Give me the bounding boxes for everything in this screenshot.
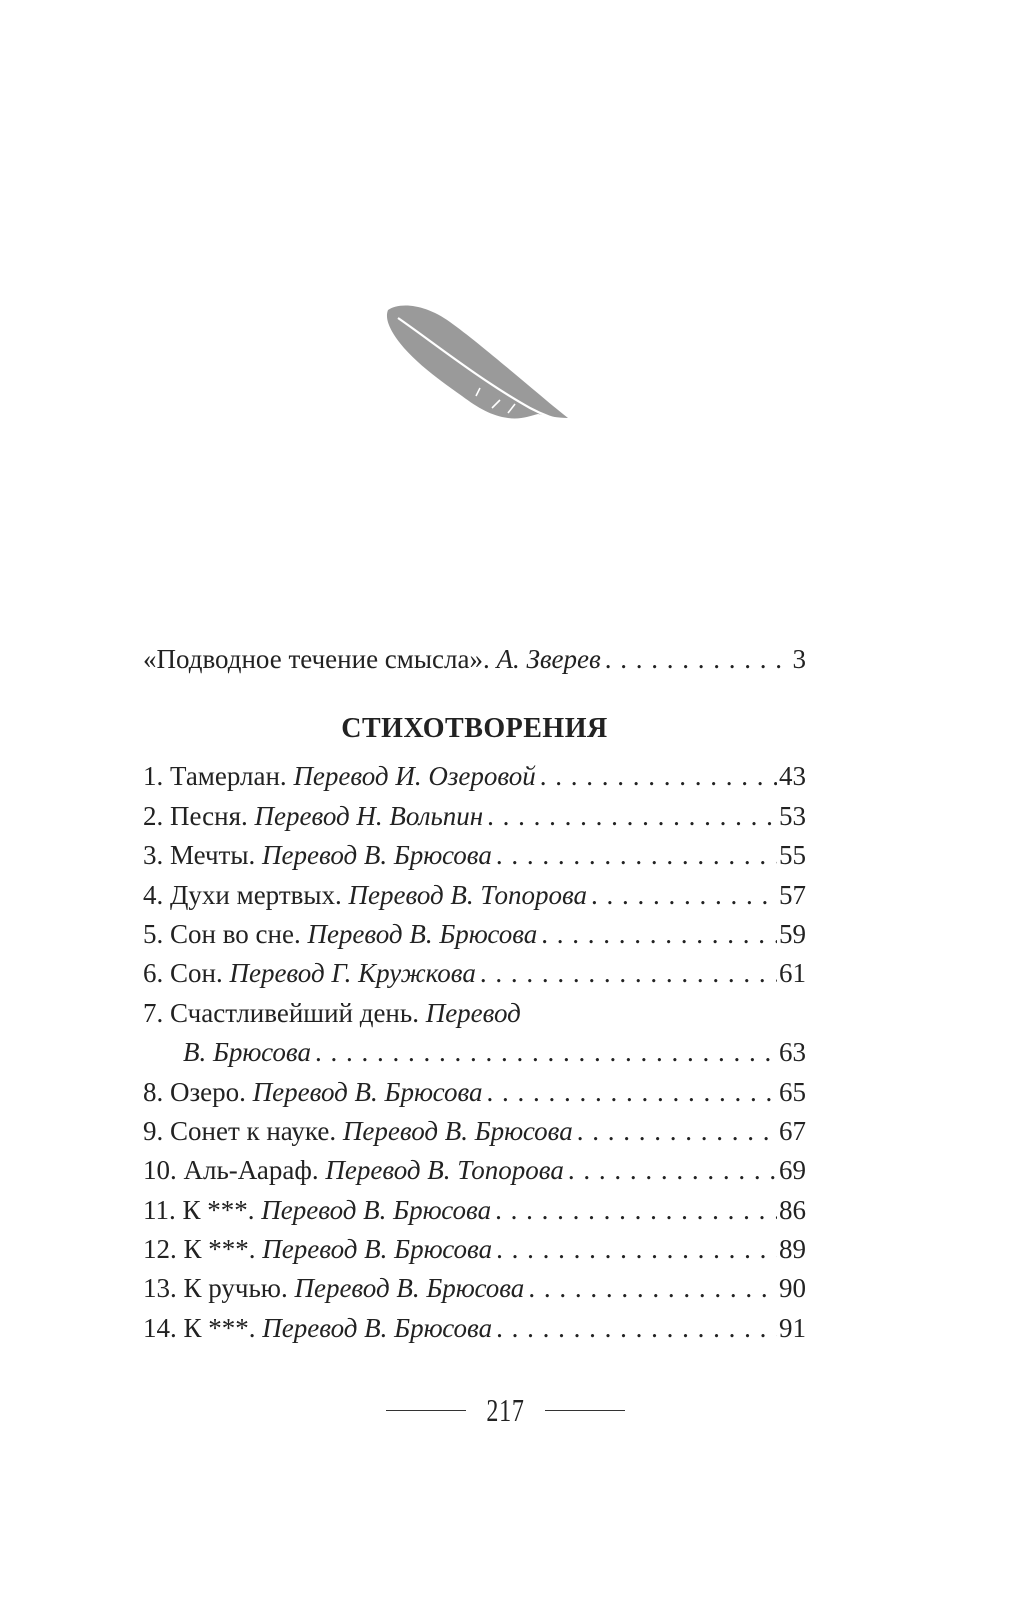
entry-number: 2. [143, 800, 164, 831]
dot-leader [536, 757, 777, 796]
entry-title: Сон во сне. [170, 918, 301, 949]
entry-title: Сонет к науке. [170, 1115, 337, 1146]
section-heading: СТИХОТВОРЕНИЯ [341, 713, 608, 745]
entry-translator: Перевод В. Брюсова [307, 918, 538, 949]
dot-leader [573, 1112, 777, 1151]
entry-title: К ***. [183, 1234, 256, 1265]
entry-page: 3 [792, 644, 806, 674]
toc-entry[interactable] [143, 757, 806, 796]
entry-page: 69 [779, 1155, 806, 1186]
entry-title: Мечты. [170, 840, 256, 871]
entry-translator: Перевод [425, 997, 521, 1028]
dot-leader [587, 876, 777, 915]
dot-leader [311, 1033, 777, 1072]
footer-rule-right [545, 1410, 625, 1411]
toc-entries [143, 757, 806, 1348]
toc-entry[interactable] [143, 1112, 806, 1151]
entry-translator: Перевод В. Брюсова [262, 1234, 493, 1265]
toc-entry[interactable] [143, 994, 806, 1033]
dot-leader [476, 954, 777, 993]
entry-page: 57 [779, 879, 806, 910]
entry-translator: Перевод В. Брюсова [261, 1194, 492, 1225]
entry-translator: Перевод В. Топорова [325, 1155, 564, 1186]
entry-number: 5. [143, 918, 164, 949]
entry-number: 3. [143, 840, 164, 871]
toc-entry-continuation[interactable] [143, 1033, 806, 1072]
entry-page: 55 [779, 840, 806, 871]
entry-page: 91 [779, 1312, 806, 1343]
dot-leader [491, 1191, 777, 1230]
toc-entry[interactable] [143, 915, 806, 954]
entry-number: 9. [143, 1115, 164, 1146]
entry-translator: Перевод В. Брюсова [342, 1115, 573, 1146]
toc-entry[interactable] [143, 954, 806, 993]
entry-translator: В. Брюсова [183, 1037, 311, 1068]
dot-leader [483, 1073, 778, 1112]
entry-translator: Перевод Г. Кружкова [229, 958, 476, 989]
entry-title: Озеро. [170, 1076, 246, 1107]
entry-page: 63 [779, 1037, 806, 1068]
toc-entry[interactable] [143, 876, 806, 915]
entry-number: 12. [143, 1234, 177, 1265]
dot-leader [492, 1230, 777, 1269]
entry-number: 4. [143, 879, 164, 910]
entry-page: 65 [779, 1076, 806, 1107]
toc-entry-intro[interactable] [143, 640, 806, 679]
entry-translator: Перевод В. Топорова [348, 879, 587, 910]
toc-entry[interactable] [143, 1151, 806, 1190]
entry-title: К ручью. [183, 1273, 288, 1304]
page-footer [0, 1392, 1010, 1429]
dot-leader [601, 640, 791, 679]
entry-page: 89 [779, 1234, 806, 1265]
entry-translator: Перевод В. Брюсова [262, 1312, 493, 1343]
dot-leader [524, 1269, 777, 1308]
entry-number: 14. [143, 1312, 177, 1343]
entry-number: 13. [143, 1273, 177, 1304]
toc-entry[interactable] [143, 836, 806, 875]
entry-title: Духи мертвых. [170, 879, 342, 910]
entry-number: 10. [143, 1155, 177, 1186]
entry-page: 53 [779, 800, 806, 831]
entry-page: 86 [779, 1194, 806, 1225]
entry-translator: Перевод В. Брюсова [261, 840, 492, 871]
entry-title: Счастливейший день. [170, 997, 419, 1028]
entry-page: 67 [779, 1115, 806, 1146]
dot-leader [492, 836, 777, 875]
footer-rule-left [386, 1410, 466, 1411]
toc-entry[interactable] [143, 1191, 806, 1230]
page-number: 217 [485, 1392, 525, 1428]
entry-page: 61 [779, 958, 806, 989]
entry-translator: Перевод Н. Вольпин [254, 800, 484, 831]
entry-number: 1. [143, 761, 164, 792]
entry-number: 7. [143, 997, 164, 1028]
toc-entry[interactable] [143, 1269, 806, 1308]
entry-number: 11. [143, 1194, 176, 1225]
entry-translator: Перевод В. Брюсова [252, 1076, 483, 1107]
dot-leader [564, 1151, 777, 1190]
entry-page: 43 [779, 761, 806, 792]
toc-entry[interactable] [143, 1309, 806, 1348]
entry-title: К ***. [182, 1194, 255, 1225]
entry-translator: Перевод В. Брюсова [294, 1273, 525, 1304]
entry-page: 90 [779, 1273, 806, 1304]
entry-author: А. Зверев [496, 644, 601, 674]
feather-icon [380, 300, 570, 430]
dot-leader [537, 915, 777, 954]
entry-title: Тамерлан. [170, 761, 287, 792]
entry-title: «Подводное течение смысла». [143, 644, 490, 674]
table-of-contents [143, 640, 806, 1348]
toc-entry[interactable] [143, 1230, 806, 1269]
entry-page: 59 [779, 918, 806, 949]
entry-title: К ***. [183, 1312, 256, 1343]
entry-title: Песня. [170, 800, 248, 831]
entry-title: Сон. [170, 958, 223, 989]
entry-number: 6. [143, 958, 164, 989]
dot-leader [483, 797, 777, 836]
toc-entry[interactable] [143, 1073, 806, 1112]
entry-translator: Перевод И. Озеровой [293, 761, 536, 792]
toc-entry[interactable] [143, 797, 806, 836]
entry-number: 8. [143, 1076, 164, 1107]
dot-leader [492, 1309, 777, 1348]
entry-title: Аль-Аараф. [183, 1155, 319, 1186]
